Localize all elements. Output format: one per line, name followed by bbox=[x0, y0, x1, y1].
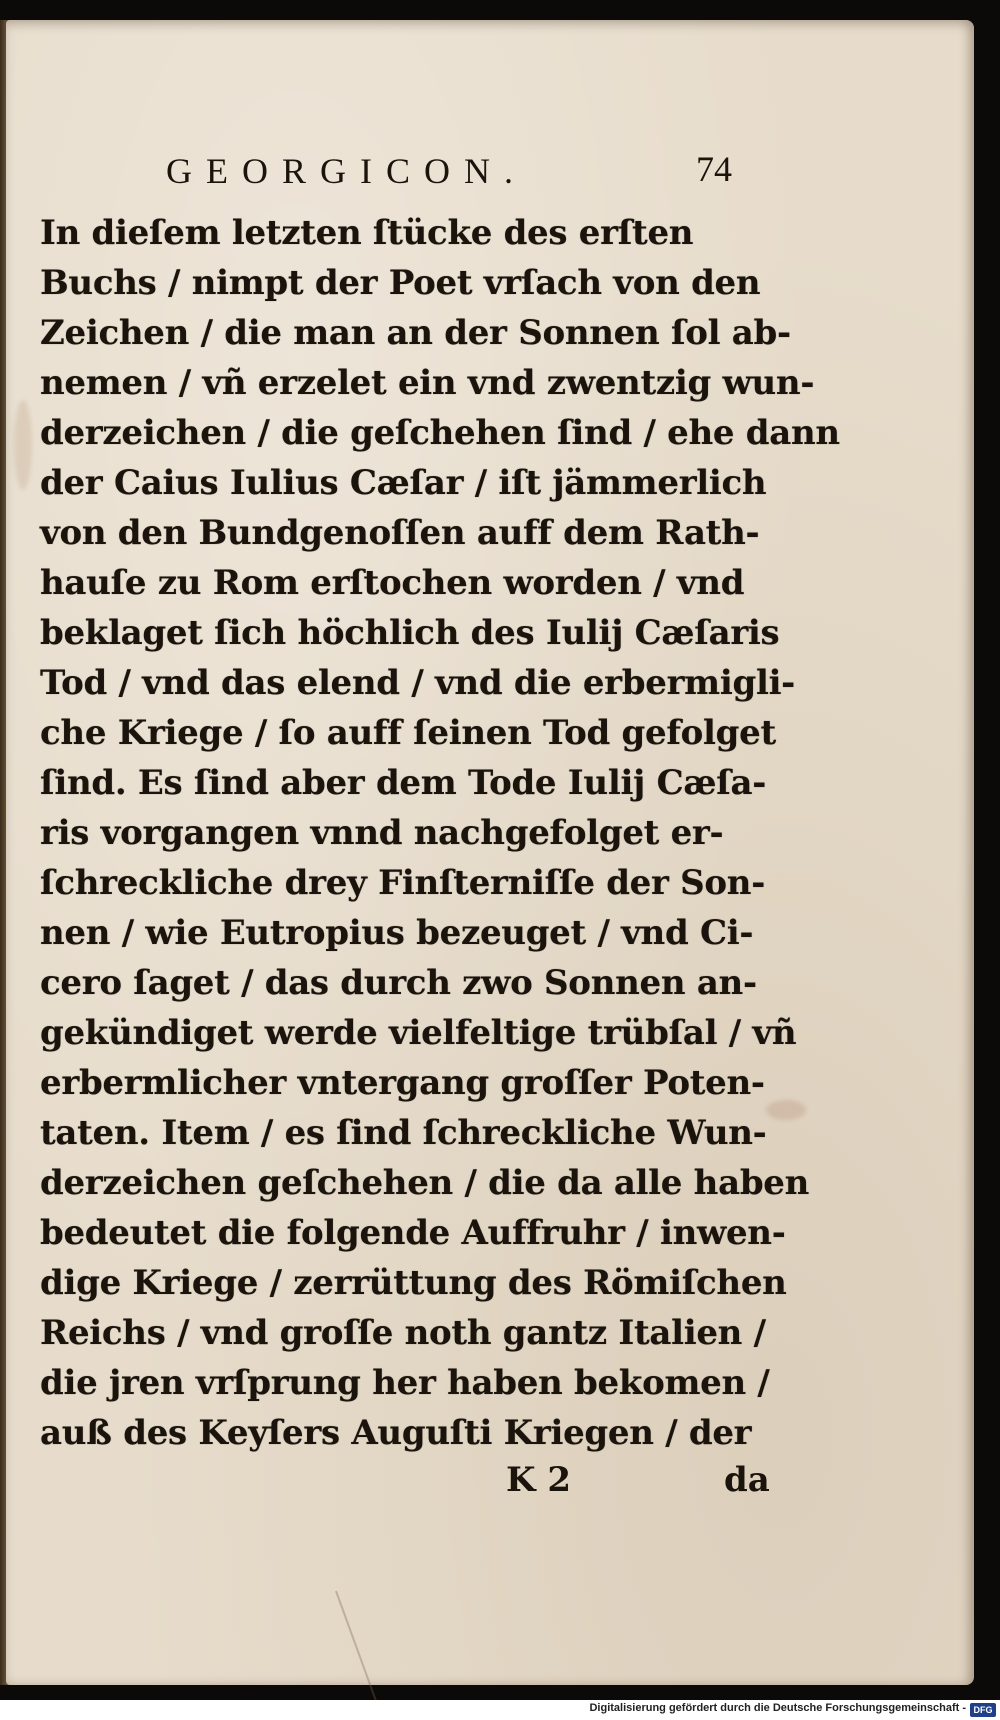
text-line: gekündiget werde vielfeltige trübſal / vñ bbox=[40, 1013, 797, 1053]
text-line: auß des Keyſers Auguſti Kriegen / der bbox=[40, 1413, 752, 1453]
catch-line bbox=[506, 1460, 806, 1510]
text-line: Tod / vnd das elend / vnd die erbermigli- bbox=[40, 663, 795, 703]
text-line: taten. Item / es ſind ſchreckliche Wun- bbox=[40, 1113, 767, 1153]
book-page bbox=[6, 20, 974, 1685]
text-line: der Caius Iulius Cæſar / iſt jämmerlich bbox=[40, 463, 767, 503]
text-line: ſind. Es ſind aber dem Tode Iulij Cæſa- bbox=[40, 763, 767, 803]
text-line: Buchs / nimpt der Poet vrſach von den bbox=[40, 263, 761, 303]
text-line: In dieſem letzten ſtücke des erſten bbox=[40, 213, 694, 253]
text-line: Reichs / vnd groſſe noth gantz Italien / bbox=[40, 1313, 766, 1353]
page-stain bbox=[766, 1100, 806, 1120]
catchword: da bbox=[724, 1460, 770, 1500]
running-title: GEORGICON. bbox=[166, 151, 527, 191]
text-line: Zeichen / die man an der Sonnen ſol ab- bbox=[40, 313, 791, 353]
attribution-bar bbox=[0, 1700, 1000, 1720]
dfg-logo[interactable]: DFG bbox=[970, 1703, 996, 1717]
text-line: hauſe zu Rom erſtochen worden / vnd bbox=[40, 563, 745, 603]
text-line: che Kriege / ſo auff ſeinen Tod gefolget bbox=[40, 713, 776, 753]
text-line: ris vorgangen vnnd nachgefolget er- bbox=[40, 813, 724, 853]
text-line: erbermlicher vntergang groſſer Poten- bbox=[40, 1063, 765, 1103]
page-number: 74 bbox=[696, 149, 732, 189]
text-line: derzeichen geſchehen / die da alle haben bbox=[40, 1163, 810, 1203]
text-line: nemen / vñ erzelet ein vnd zwentzig wun- bbox=[40, 363, 815, 403]
text-line: derzeichen / die geſchehen ſind / ehe dann bbox=[40, 413, 840, 453]
text-line: die jren vrſprung her haben bekomen / bbox=[40, 1363, 770, 1403]
text-line: beklaget ſich höchlich des Iulij Cæſaris bbox=[40, 613, 780, 653]
signature-mark: K 2 bbox=[506, 1460, 572, 1500]
running-head bbox=[156, 140, 756, 200]
page-stain bbox=[14, 400, 32, 490]
text-line: ſchreckliche drey Finſterniſſe der Son- bbox=[40, 863, 766, 903]
attribution-text: Digitalisierung gefördert durch die Deutsche Forschungsgemeinschaft - bbox=[589, 1702, 966, 1714]
text-line: nen / wie Eutropius bezeuget / vnd Ci- bbox=[40, 913, 754, 953]
text-line: bedeutet die folgende Auffruhr / inwen- bbox=[40, 1213, 786, 1253]
body-text bbox=[40, 208, 840, 1458]
text-line: cero ſaget / das durch zwo Sonnen an- bbox=[40, 963, 757, 1003]
text-line: von den Bundgenoſſen auff dem Rath- bbox=[40, 513, 760, 553]
text-line: dige Kriege / zerrüttung des Römiſchen bbox=[40, 1263, 787, 1303]
